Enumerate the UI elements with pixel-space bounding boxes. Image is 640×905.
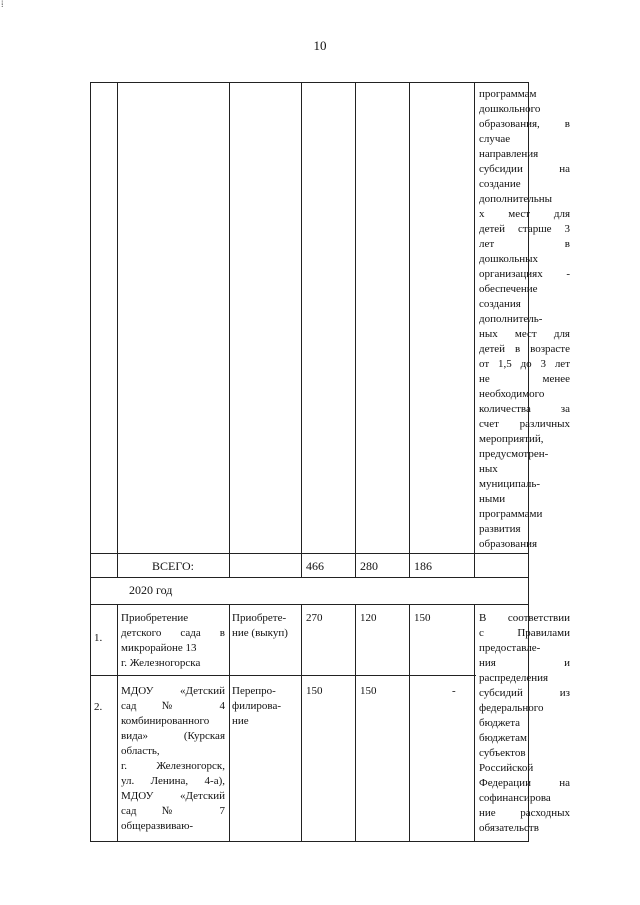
corner-mark: ⁞ (1, 0, 4, 9)
year-label: 2020 год (129, 583, 173, 597)
note-line: мероприятий, (479, 433, 544, 445)
row1-federal: 120 (360, 612, 377, 624)
basis-line: распределения (479, 672, 549, 684)
col-border-federal-top (409, 82, 410, 578)
basis-line: субъектов (479, 747, 526, 759)
col-border-object-top (229, 82, 230, 578)
note-line: случае (479, 133, 511, 145)
row1-object-line: Приобретение (121, 612, 189, 624)
row1-type-line: Приобрете- (232, 612, 287, 624)
note-line: обеспечение (479, 283, 538, 295)
col-border-object-bottom (229, 604, 230, 842)
note-line: детей в возрасте (479, 343, 570, 355)
note-line: дополнительны (479, 193, 553, 205)
basis-line: федерального (479, 702, 544, 714)
col-border-local-bottom (474, 604, 475, 842)
col-border-federal-bottom (409, 604, 410, 842)
col-border-left (90, 82, 91, 842)
basis-line: предоставле- (479, 642, 541, 654)
note-line: программами (479, 508, 543, 520)
row2-object-line: МДОУ «Детский (121, 790, 225, 802)
note-line: дополнитель- (479, 313, 543, 325)
note-line: создание (479, 178, 521, 190)
row2-type-line: филирова- (232, 700, 281, 712)
note-line: предусмотрен- (479, 448, 549, 460)
row1-object-line: детского сада в (121, 627, 225, 639)
total-sum: 466 (306, 559, 324, 573)
row2-number: 2. (94, 701, 103, 713)
note-line: х мест для (479, 208, 570, 220)
note-line: не менее (479, 373, 570, 385)
note-cell (479, 87, 570, 552)
note-line: дошкольных (479, 253, 538, 265)
note-line: дошкольного (479, 103, 541, 115)
note-line: организациях - (479, 268, 570, 280)
row1-type (232, 611, 299, 641)
row1-top-border (90, 604, 529, 605)
total-label: ВСЕГО: (152, 559, 194, 573)
note-line: количества за (479, 403, 570, 415)
row2-object-line: г. Железногорск, (121, 760, 225, 772)
row2-object-line: область, (121, 745, 160, 757)
total-local: 186 (414, 559, 432, 573)
row2-top-border (90, 675, 476, 676)
note-line: счет различных (479, 418, 570, 430)
year-row-top-border (90, 577, 529, 578)
page-number: 10 (313, 38, 327, 53)
table-top-border (90, 82, 529, 83)
row1-local: 150 (414, 612, 431, 624)
row2-object-line: ул. Ленина, 4-а), (121, 775, 225, 787)
note-line: лет в (479, 238, 570, 250)
row2-federal: 150 (360, 685, 377, 697)
row2-object-line: сад № 7 (121, 805, 225, 817)
basis-line: софинансирова (479, 792, 551, 804)
col-border-type-bottom (301, 604, 302, 842)
note-line: образования (479, 538, 538, 550)
note-line: направления (479, 148, 539, 160)
row2-type-line: Перепро- (232, 685, 276, 697)
basis-line: бюджетам (479, 732, 527, 744)
note-line: ными (479, 493, 506, 505)
row2-object-line: МДОУ «Детский (121, 685, 225, 697)
row2-local: - (452, 685, 456, 697)
col-border-num-top (117, 82, 118, 578)
row1-object-line: микрорайоне 13 (121, 642, 197, 654)
note-line: ных мест для (479, 328, 570, 340)
note-line: развития (479, 523, 521, 535)
row2-object-line: сад № 4 (121, 700, 225, 712)
basis-cell (479, 611, 570, 836)
total-row-top-border (90, 553, 529, 554)
basis-line: В соответствии (479, 612, 570, 624)
row2-object-line: общеразвиваю- (121, 820, 194, 832)
note-line: программам (479, 88, 537, 100)
basis-line: субсидий из (479, 687, 570, 699)
row1-total: 270 (306, 612, 323, 624)
basis-line: Федерации на (479, 777, 570, 789)
col-border-total-bottom (355, 604, 356, 842)
note-line: ных (479, 463, 498, 475)
note-line: муниципаль- (479, 478, 541, 490)
row1-object (121, 611, 225, 671)
row2-object-line: комбинированного (121, 715, 210, 727)
note-line: детей старше 3 (479, 223, 570, 235)
basis-line: с Правилами (479, 627, 570, 639)
basis-line: ния и (479, 657, 570, 669)
table-bottom-border (90, 841, 529, 842)
row1-type-line: ние (выкуп) (232, 627, 288, 639)
row2-type-line: ние (232, 715, 249, 727)
col-border-type-top (301, 82, 302, 578)
row2-total: 150 (306, 685, 323, 697)
row2-type (232, 684, 299, 729)
row2-object (121, 684, 225, 834)
basis-line: Российской (479, 762, 534, 774)
note-line: образования, в (479, 118, 570, 130)
basis-line: ние расходных (479, 807, 570, 819)
row1-object-line: г. Железногорска (121, 657, 201, 669)
note-line: необходимого (479, 388, 545, 400)
col-border-total-top (355, 82, 356, 578)
basis-line: бюджета (479, 717, 521, 729)
total-federal: 280 (360, 559, 378, 573)
note-line: от 1,5 до 3 лет (479, 358, 570, 370)
row2-object-line: вида» (Курская (121, 730, 225, 742)
note-line: создания (479, 298, 521, 310)
col-border-local-top (474, 82, 475, 578)
note-line: субсидии на (479, 163, 570, 175)
col-border-num-bottom (117, 604, 118, 842)
row1-number: 1. (94, 632, 103, 644)
basis-line: обязательств (479, 822, 539, 834)
